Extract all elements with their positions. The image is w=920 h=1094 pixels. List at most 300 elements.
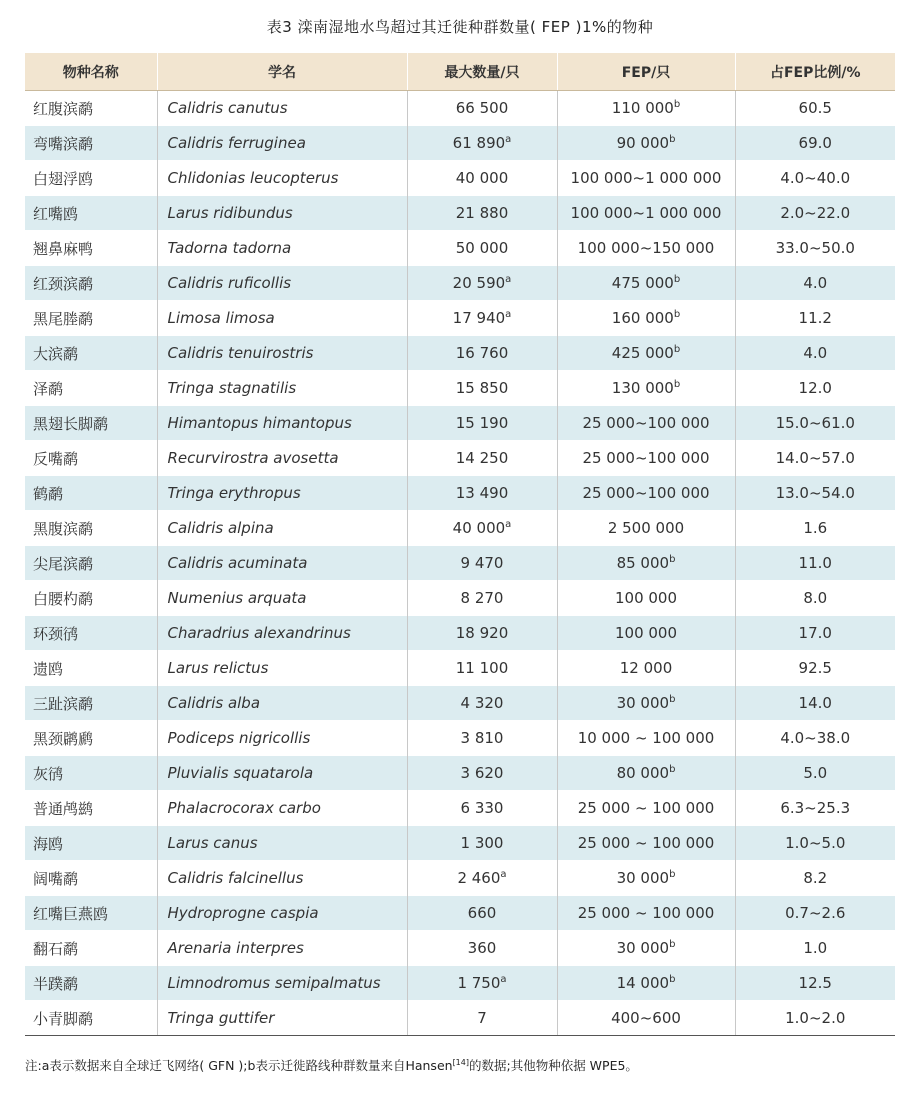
cell-scientific-name-value: Calidris canutus [167, 99, 288, 117]
cell-fep-ratio [735, 196, 895, 231]
cell-fep-ratio [735, 1001, 895, 1036]
cell-fep-ratio-value: 33.0~50.0 [775, 239, 855, 257]
cell-species-name-value: 黑颈䴙䴘 [33, 729, 94, 748]
footnote-text: 注:a表示数据来自全球迁飞网络( GFN );b表示迁徙路线种群数量来自Hansen [25, 1058, 453, 1073]
cell-species-name-value: 环颈鸻 [33, 624, 79, 643]
cell-fep-value: 14 000 [616, 974, 670, 992]
cell-species-name [25, 861, 157, 896]
cell-max-count [407, 336, 557, 371]
cell-max-count-value: 6 330 [460, 799, 504, 817]
header-scientific-name: 学名 [157, 53, 407, 91]
cell-scientific-name-value: Calidris falcinellus [167, 869, 304, 887]
table-row [25, 406, 895, 441]
cell-species-name-value: 阔嘴鹬 [33, 869, 79, 888]
cell-fep-ratio-value: 11.0 [798, 554, 832, 572]
cell-species-name [25, 266, 157, 301]
cell-scientific-name-value: Calidris acuminata [167, 554, 308, 572]
cell-fep-ratio [735, 336, 895, 371]
cell-species-name-value: 大滨鹬 [33, 344, 79, 363]
cell-scientific-name-value: Chlidonias leucopterus [167, 169, 339, 187]
cell-species-name-value: 白腰杓鹬 [33, 589, 94, 608]
cell-scientific-name [157, 441, 407, 476]
cell-max-count [407, 861, 557, 896]
table-row [25, 476, 895, 511]
cell-scientific-name [157, 966, 407, 1001]
cell-fep [557, 896, 735, 931]
cell-species-name-value: 红嘴鸥 [33, 204, 79, 223]
cell-max-count-value: 40 000 [455, 169, 509, 187]
cell-fep-ratio [735, 301, 895, 336]
table-row [25, 161, 895, 196]
footnote-marker: b [669, 134, 676, 145]
cell-max-count-value: 2 460 [457, 869, 501, 887]
cell-max-count-value: 21 880 [455, 204, 509, 222]
cell-scientific-name-value: Recurvirostra avosetta [167, 449, 339, 467]
cell-fep-ratio [735, 721, 895, 756]
table-row [25, 616, 895, 651]
cell-max-count-value: 9 470 [460, 554, 504, 572]
table-row [25, 651, 895, 686]
cell-max-count [407, 371, 557, 406]
cell-fep-value: 100 000 [614, 589, 678, 607]
footnote-marker: b [673, 379, 681, 390]
table-row [25, 896, 895, 931]
table-row [25, 756, 895, 791]
cell-scientific-name [157, 756, 407, 791]
cell-fep-ratio [735, 126, 895, 161]
cell-max-count [407, 406, 557, 441]
cell-max-count-value: 7 [477, 1009, 487, 1027]
cell-fep [557, 791, 735, 826]
footnote-marker: a [505, 134, 512, 145]
cell-fep-value: 100 000 [614, 624, 678, 642]
cell-max-count-value: 18 920 [455, 624, 509, 642]
cell-fep [557, 161, 735, 196]
table-row [25, 1001, 895, 1036]
cell-scientific-name [157, 1001, 407, 1036]
cell-species-name-value: 海鸥 [33, 834, 64, 853]
cell-fep [557, 756, 735, 791]
cell-species-name-value: 普通鸬鹚 [33, 799, 94, 818]
cell-fep-ratio-value: 1.0 [803, 939, 828, 957]
cell-scientific-name [157, 91, 407, 126]
cell-fep-ratio-value: 15.0~61.0 [775, 414, 855, 432]
cell-fep [557, 616, 735, 651]
cell-fep [557, 406, 735, 441]
cell-scientific-name-value: Arenaria interpres [167, 939, 304, 957]
cell-max-count [407, 91, 557, 126]
cell-max-count-value: 3 620 [460, 764, 504, 782]
cell-fep [557, 266, 735, 301]
footnote [25, 1056, 638, 1074]
cell-fep-ratio-value: 4.0~38.0 [780, 729, 851, 747]
cell-fep-value: 30 000 [616, 869, 670, 887]
cell-fep [557, 441, 735, 476]
cell-species-name [25, 161, 157, 196]
cell-max-count [407, 441, 557, 476]
cell-scientific-name [157, 231, 407, 266]
cell-scientific-name [157, 476, 407, 511]
cell-fep-ratio-value: 4.0 [803, 344, 828, 362]
cell-fep-ratio [735, 896, 895, 931]
cell-scientific-name-value: Numenius arquata [167, 589, 307, 607]
cell-species-name-value: 黑尾塍鹬 [33, 309, 94, 328]
cell-fep-ratio-value: 1.0~5.0 [785, 834, 846, 852]
cell-max-count-value: 15 190 [455, 414, 509, 432]
cell-fep-value: 475 000 [611, 274, 674, 292]
table-row [25, 301, 895, 336]
cell-scientific-name [157, 336, 407, 371]
cell-species-name [25, 301, 157, 336]
cell-max-count-value: 66 500 [455, 99, 509, 117]
cell-scientific-name [157, 266, 407, 301]
cell-max-count [407, 126, 557, 161]
cell-fep-value: 100 000~1 000 000 [570, 204, 722, 222]
cell-fep-ratio-value: 4.0~40.0 [780, 169, 851, 187]
table-row [25, 196, 895, 231]
cell-fep-ratio [735, 616, 895, 651]
table-row [25, 931, 895, 966]
cell-max-count-value: 1 750 [457, 974, 501, 992]
cell-species-name [25, 546, 157, 581]
cell-max-count [407, 686, 557, 721]
cell-fep [557, 476, 735, 511]
table-row [25, 721, 895, 756]
cell-max-count [407, 476, 557, 511]
cell-fep-value: 12 000 [619, 659, 673, 677]
cell-fep [557, 581, 735, 616]
cell-scientific-name-value: Calidris alpina [167, 519, 274, 537]
cell-fep [557, 651, 735, 686]
cell-species-name [25, 651, 157, 686]
cell-fep [557, 91, 735, 126]
cell-species-name-value: 黑翅长脚鹬 [33, 414, 109, 433]
cell-max-count-value: 660 [467, 904, 497, 922]
cell-max-count [407, 511, 557, 546]
cell-max-count [407, 791, 557, 826]
cell-fep-ratio [735, 791, 895, 826]
cell-max-count-value: 3 810 [460, 729, 504, 747]
cell-fep-value: 25 000 ~ 100 000 [577, 904, 715, 922]
cell-species-name-value: 黑腹滨鹬 [33, 519, 94, 538]
cell-fep [557, 231, 735, 266]
cell-scientific-name-value: Charadrius alexandrinus [167, 624, 351, 642]
cell-scientific-name [157, 161, 407, 196]
footnote-marker: b [669, 554, 676, 565]
cell-fep [557, 336, 735, 371]
cell-scientific-name [157, 686, 407, 721]
cell-fep-ratio-value: 17.0 [798, 624, 832, 642]
cell-fep-ratio-value: 14.0~57.0 [775, 449, 855, 467]
cell-species-name [25, 686, 157, 721]
cell-scientific-name [157, 896, 407, 931]
cell-fep-ratio-value: 0.7~2.6 [785, 904, 846, 922]
cell-fep-ratio [735, 511, 895, 546]
cell-scientific-name [157, 581, 407, 616]
cell-fep [557, 126, 735, 161]
table-header-row [25, 53, 895, 91]
cell-fep-ratio [735, 651, 895, 686]
cell-species-name [25, 581, 157, 616]
cell-species-name [25, 966, 157, 1001]
cell-scientific-name-value: Tadorna tadorna [167, 239, 292, 257]
cell-scientific-name [157, 196, 407, 231]
cell-fep-value: 110 000 [611, 99, 674, 117]
cell-species-name [25, 231, 157, 266]
footnote-marker: b [669, 939, 676, 950]
table-row [25, 546, 895, 581]
cell-scientific-name [157, 301, 407, 336]
cell-species-name [25, 91, 157, 126]
cell-fep-ratio-value: 12.0 [798, 379, 832, 397]
cell-fep-value: 25 000 ~ 100 000 [577, 799, 715, 817]
cell-species-name-value: 白翅浮鸥 [33, 169, 94, 188]
cell-scientific-name-value: Limosa limosa [167, 309, 275, 327]
cell-fep [557, 546, 735, 581]
footnote-marker: b [673, 99, 681, 110]
table-row [25, 966, 895, 1001]
table-row [25, 686, 895, 721]
cell-species-name-value: 小青脚鹬 [33, 1009, 94, 1028]
cell-fep-ratio [735, 581, 895, 616]
cell-fep-ratio-value: 12.5 [798, 974, 832, 992]
header-max-count: 最大数量/只 [407, 53, 557, 91]
species-table [25, 53, 895, 1036]
cell-fep-value: 400~600 [611, 1009, 681, 1027]
cell-max-count [407, 196, 557, 231]
cell-species-name [25, 511, 157, 546]
cell-max-count [407, 161, 557, 196]
cell-max-count-value: 15 850 [455, 379, 509, 397]
cell-max-count-value: 40 000 [452, 519, 506, 537]
cell-max-count-value: 13 490 [455, 484, 509, 502]
table-row [25, 511, 895, 546]
cell-scientific-name-value: Calidris alba [167, 694, 261, 712]
cell-scientific-name-value: Larus ridibundus [167, 204, 293, 222]
footnote-marker: a [505, 274, 512, 285]
cell-species-name-value: 三趾滨鹬 [33, 694, 94, 713]
cell-scientific-name [157, 826, 407, 861]
cell-max-count-value: 14 250 [455, 449, 509, 467]
cell-max-count-value: 50 000 [455, 239, 509, 257]
cell-max-count-value: 20 590 [452, 274, 506, 292]
cell-species-name-value: 尖尾滨鹬 [33, 554, 94, 573]
cell-species-name [25, 196, 157, 231]
cell-species-name [25, 756, 157, 791]
cell-fep [557, 371, 735, 406]
cell-scientific-name [157, 791, 407, 826]
cell-fep-value: 100 000~1 000 000 [570, 169, 722, 187]
cell-fep-value: 80 000 [616, 764, 670, 782]
cell-scientific-name-value: Himantopus himantopus [167, 414, 352, 432]
cell-scientific-name [157, 546, 407, 581]
cell-scientific-name-value: Larus relictus [167, 659, 269, 677]
cell-max-count [407, 826, 557, 861]
footnote-marker: b [669, 974, 676, 985]
cell-fep [557, 861, 735, 896]
cell-fep-ratio-value: 69.0 [798, 134, 832, 152]
cell-species-name-value: 红颈滨鹬 [33, 274, 94, 293]
cell-max-count-value: 61 890 [452, 134, 506, 152]
header-fep: FEP/只 [557, 53, 735, 91]
cell-scientific-name-value: Limnodromus semipalmatus [167, 974, 381, 992]
footnote-reference: [14] [452, 1057, 469, 1067]
cell-fep-ratio-value: 11.2 [798, 309, 832, 327]
table-row [25, 791, 895, 826]
footnote-marker: b [669, 764, 676, 775]
cell-fep [557, 1001, 735, 1036]
cell-scientific-name-value: Pluvialis squatarola [167, 764, 314, 782]
cell-species-name [25, 336, 157, 371]
cell-fep-value: 425 000 [611, 344, 674, 362]
cell-species-name [25, 616, 157, 651]
cell-species-name [25, 1001, 157, 1036]
cell-max-count [407, 651, 557, 686]
cell-fep [557, 301, 735, 336]
cell-scientific-name-value: Podiceps nigricollis [167, 729, 311, 747]
footnote-marker: b [669, 869, 676, 880]
footnote-marker: b [673, 274, 681, 285]
header-fep-ratio: 占FEP比例/% [735, 53, 895, 91]
cell-max-count [407, 896, 557, 931]
cell-species-name-value: 遗鸥 [33, 659, 64, 678]
cell-max-count [407, 231, 557, 266]
cell-fep-ratio [735, 966, 895, 1001]
cell-max-count-value: 1 300 [460, 834, 504, 852]
cell-max-count [407, 1001, 557, 1036]
cell-fep-value: 10 000 ~ 100 000 [577, 729, 715, 747]
cell-max-count-value: 11 100 [455, 659, 509, 677]
cell-species-name-value: 反嘴鹬 [33, 449, 79, 468]
cell-species-name-value: 灰鸻 [33, 764, 64, 783]
cell-fep-value: 25 000~100 000 [582, 449, 710, 467]
cell-fep-value: 30 000 [616, 694, 670, 712]
cell-fep-value: 25 000 ~ 100 000 [577, 834, 715, 852]
cell-species-name [25, 791, 157, 826]
cell-fep-ratio [735, 476, 895, 511]
cell-species-name [25, 476, 157, 511]
cell-fep-ratio-value: 1.6 [803, 519, 828, 537]
cell-max-count [407, 966, 557, 1001]
cell-fep [557, 686, 735, 721]
cell-fep-value: 25 000~100 000 [582, 484, 710, 502]
cell-fep-ratio [735, 546, 895, 581]
table-row [25, 826, 895, 861]
cell-fep-value: 90 000 [616, 134, 670, 152]
table-row [25, 861, 895, 896]
cell-max-count [407, 616, 557, 651]
cell-species-name [25, 721, 157, 756]
cell-fep [557, 931, 735, 966]
cell-fep-ratio [735, 931, 895, 966]
table-row [25, 266, 895, 301]
cell-scientific-name [157, 616, 407, 651]
cell-fep-ratio [735, 441, 895, 476]
cell-species-name-value: 翘鼻麻鸭 [33, 239, 94, 258]
cell-scientific-name [157, 511, 407, 546]
table-title: 表3 滦南湿地水鸟超过其迁徙种群数量( FEP )1%的物种 [266, 18, 654, 36]
cell-scientific-name [157, 861, 407, 896]
cell-fep-ratio-value: 14.0 [798, 694, 832, 712]
cell-scientific-name [157, 651, 407, 686]
cell-fep [557, 196, 735, 231]
cell-scientific-name [157, 126, 407, 161]
cell-fep-value: 30 000 [616, 939, 670, 957]
table-row [25, 581, 895, 616]
cell-fep-ratio-value: 4.0 [803, 274, 828, 292]
cell-scientific-name [157, 371, 407, 406]
table-row [25, 441, 895, 476]
cell-species-name-value: 翻石鹬 [33, 939, 79, 958]
cell-fep-ratio [735, 91, 895, 126]
cell-species-name [25, 406, 157, 441]
cell-scientific-name-value: Phalacrocorax carbo [167, 799, 321, 817]
cell-fep [557, 826, 735, 861]
cell-fep-ratio-value: 2.0~22.0 [780, 204, 851, 222]
footnote-text-end: 的数据;其他物种依据 WPE5。 [468, 1058, 638, 1073]
cell-species-name-value: 鹤鹬 [33, 484, 64, 503]
footnote-marker: b [673, 309, 681, 320]
cell-max-count [407, 266, 557, 301]
table-row [25, 371, 895, 406]
cell-scientific-name-value: Calidris tenuirostris [167, 344, 314, 362]
cell-species-name [25, 931, 157, 966]
cell-scientific-name [157, 721, 407, 756]
cell-max-count-value: 360 [467, 939, 497, 957]
cell-fep-value: 160 000 [611, 309, 674, 327]
cell-fep-ratio [735, 161, 895, 196]
cell-species-name [25, 441, 157, 476]
cell-max-count [407, 721, 557, 756]
cell-scientific-name-value: Calidris ruficollis [167, 274, 292, 292]
cell-scientific-name-value: Tringa guttifer [167, 1009, 275, 1027]
cell-fep-ratio [735, 266, 895, 301]
footnote-marker: b [673, 344, 681, 355]
cell-max-count [407, 546, 557, 581]
cell-species-name-value: 半蹼鹬 [33, 974, 79, 993]
cell-scientific-name [157, 931, 407, 966]
cell-max-count-value: 16 760 [455, 344, 509, 362]
cell-max-count [407, 581, 557, 616]
cell-scientific-name [157, 406, 407, 441]
cell-species-name [25, 126, 157, 161]
cell-fep-ratio-value: 6.3~25.3 [780, 799, 851, 817]
cell-fep-ratio [735, 826, 895, 861]
footnote-marker: b [669, 694, 676, 705]
cell-fep-ratio-value: 8.0 [803, 589, 828, 607]
cell-max-count-value: 4 320 [460, 694, 504, 712]
cell-fep [557, 966, 735, 1001]
cell-fep [557, 511, 735, 546]
cell-fep-ratio-value: 60.5 [798, 99, 832, 117]
cell-fep-value: 85 000 [616, 554, 670, 572]
cell-species-name-value: 红腹滨鹬 [33, 99, 94, 118]
footnote-marker: a [500, 869, 507, 880]
cell-species-name-value: 弯嘴滨鹬 [33, 134, 94, 153]
cell-species-name-value: 红嘴巨燕鸥 [33, 904, 109, 923]
footnote-marker: a [500, 974, 507, 985]
table-row [25, 231, 895, 266]
cell-fep-ratio-value: 13.0~54.0 [775, 484, 855, 502]
cell-fep-value: 130 000 [611, 379, 674, 397]
cell-scientific-name-value: Calidris ferruginea [167, 134, 306, 152]
cell-scientific-name-value: Hydroprogne caspia [167, 904, 319, 922]
cell-fep-ratio [735, 406, 895, 441]
cell-scientific-name-value: Tringa erythropus [167, 484, 301, 502]
cell-scientific-name-value: Larus canus [167, 834, 258, 852]
table-row [25, 91, 895, 126]
cell-species-name [25, 826, 157, 861]
